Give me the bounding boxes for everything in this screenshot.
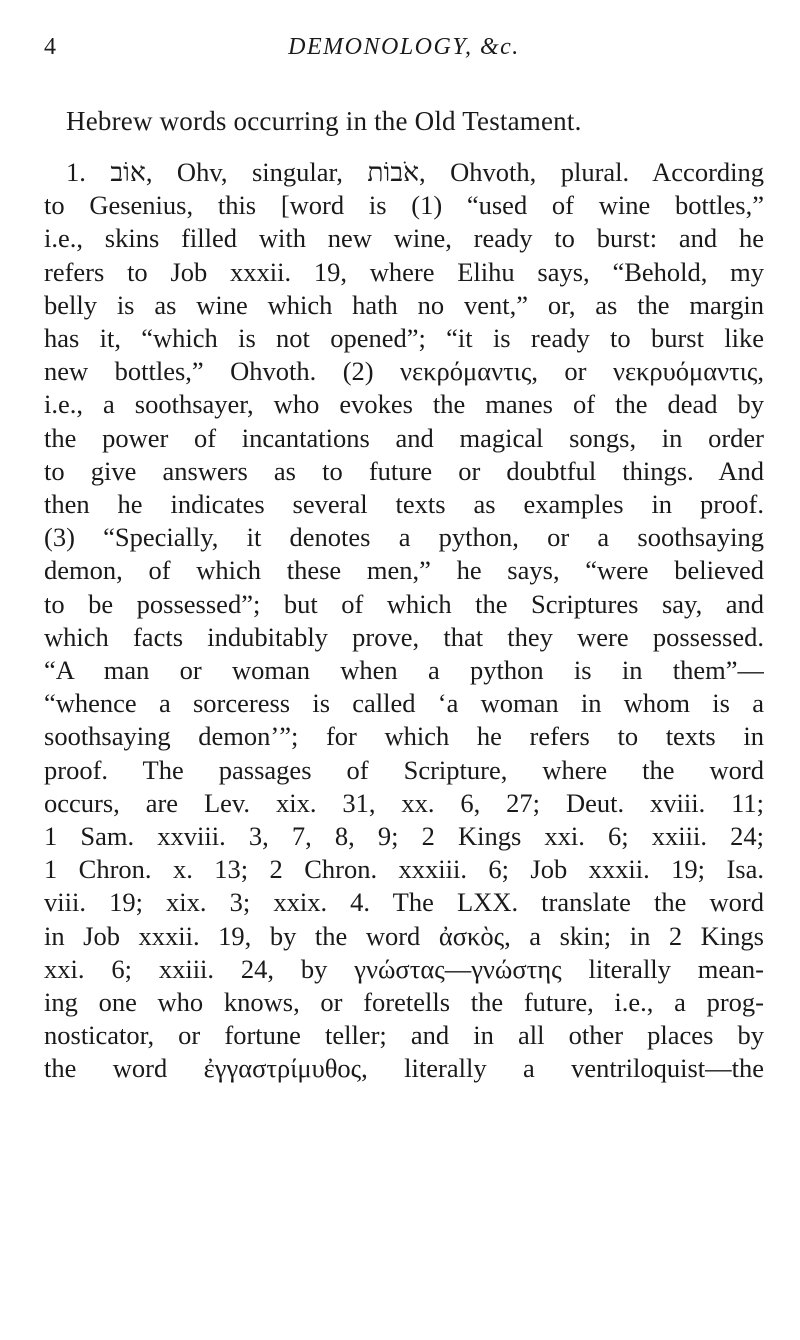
text-line: (3) “Specially, it denotes a python, or a soothsaying bbox=[44, 522, 764, 553]
text-line: ing one who knows, or foretells the future, i.e., a prog- bbox=[44, 987, 764, 1018]
text-line: to give answers as to future or doubtful things. And bbox=[44, 455, 764, 486]
text-line: nosticator, or fortune teller; and in all other places by bbox=[44, 1020, 764, 1051]
text-line: i.e., a soothsayer, who evokes the manes of the dead by bbox=[44, 389, 764, 420]
section-heading: Hebrew words occurring in the Old Testament. bbox=[66, 106, 582, 136]
text-line: then he indicates several texts as examples in proof. bbox=[44, 489, 764, 520]
text-line: 1 Chron. x. 13; 2 Chron. xxxiii. 6; Job xxxii. 19; Isa. bbox=[44, 854, 764, 885]
text-line: which facts indubitably prove, that they were possessed. bbox=[44, 621, 764, 652]
text-line: soothsaying demon’”; for which he refers to texts in bbox=[44, 721, 764, 752]
text-line: refers to Job xxxii. 19, where Elihu says, “Behold, my bbox=[44, 256, 764, 287]
body-paragraph bbox=[44, 156, 764, 1086]
text-line: “A man or woman when a python is in them”— bbox=[44, 655, 764, 686]
text-line: the power of incantations and magical songs, in order bbox=[44, 422, 764, 453]
text-line: to be possessed”; but of which the Scriptures say, and bbox=[44, 588, 764, 619]
text-line: “whence a sorceress is called ‘a woman in whom is a bbox=[44, 688, 764, 719]
running-head bbox=[44, 28, 764, 68]
text-line: occurs, are Lev. xix. 31, xx. 6, 27; Deut. xviii. 11; bbox=[44, 787, 764, 818]
text-line: in Job xxxii. 19, by the word ἀσκὸς, a skin; in 2 Kings bbox=[44, 920, 764, 951]
text-line: 1. אוֹב, Ohv, singular, אֹבוֹת, Ohvoth, plural. According bbox=[66, 157, 764, 187]
text-line: the word ἐγγαστρίμυθος, literally a ventriloquist—the bbox=[44, 1053, 764, 1084]
text-line: viii. 19; xix. 3; xxix. 4. The LXX. translate the word bbox=[44, 887, 764, 918]
text-line: i.e., skins filled with new wine, ready to burst: and he bbox=[44, 223, 764, 254]
text-line: to Gesenius, this [word is (1) “used of wine bottles,” bbox=[44, 190, 764, 221]
text-line: has it, “which is not opened”; “it is ready to burst like bbox=[44, 323, 764, 354]
text-line: demon, of which these men,” he says, “were believed bbox=[44, 555, 764, 586]
text-line: 1 Sam. xxviii. 3, 7, 8, 9; 2 Kings xxi. 6; xxiii. 24; bbox=[44, 821, 764, 852]
text-line: proof. The passages of Scripture, where the word bbox=[44, 754, 764, 785]
text-line: xxi. 6; xxiii. 24, by γνώστας—γνώστης literally mean- bbox=[44, 953, 764, 984]
page-number: 4 bbox=[44, 34, 57, 60]
text-line: belly is as wine which hath no vent,” or, as the margin bbox=[44, 289, 764, 320]
running-title: DEMONOLOGY, &c. bbox=[288, 34, 520, 60]
text-line: new bottles,” Ohvoth. (2) νεκρόμαντις, or νεκρυόμαντις, bbox=[44, 356, 764, 387]
